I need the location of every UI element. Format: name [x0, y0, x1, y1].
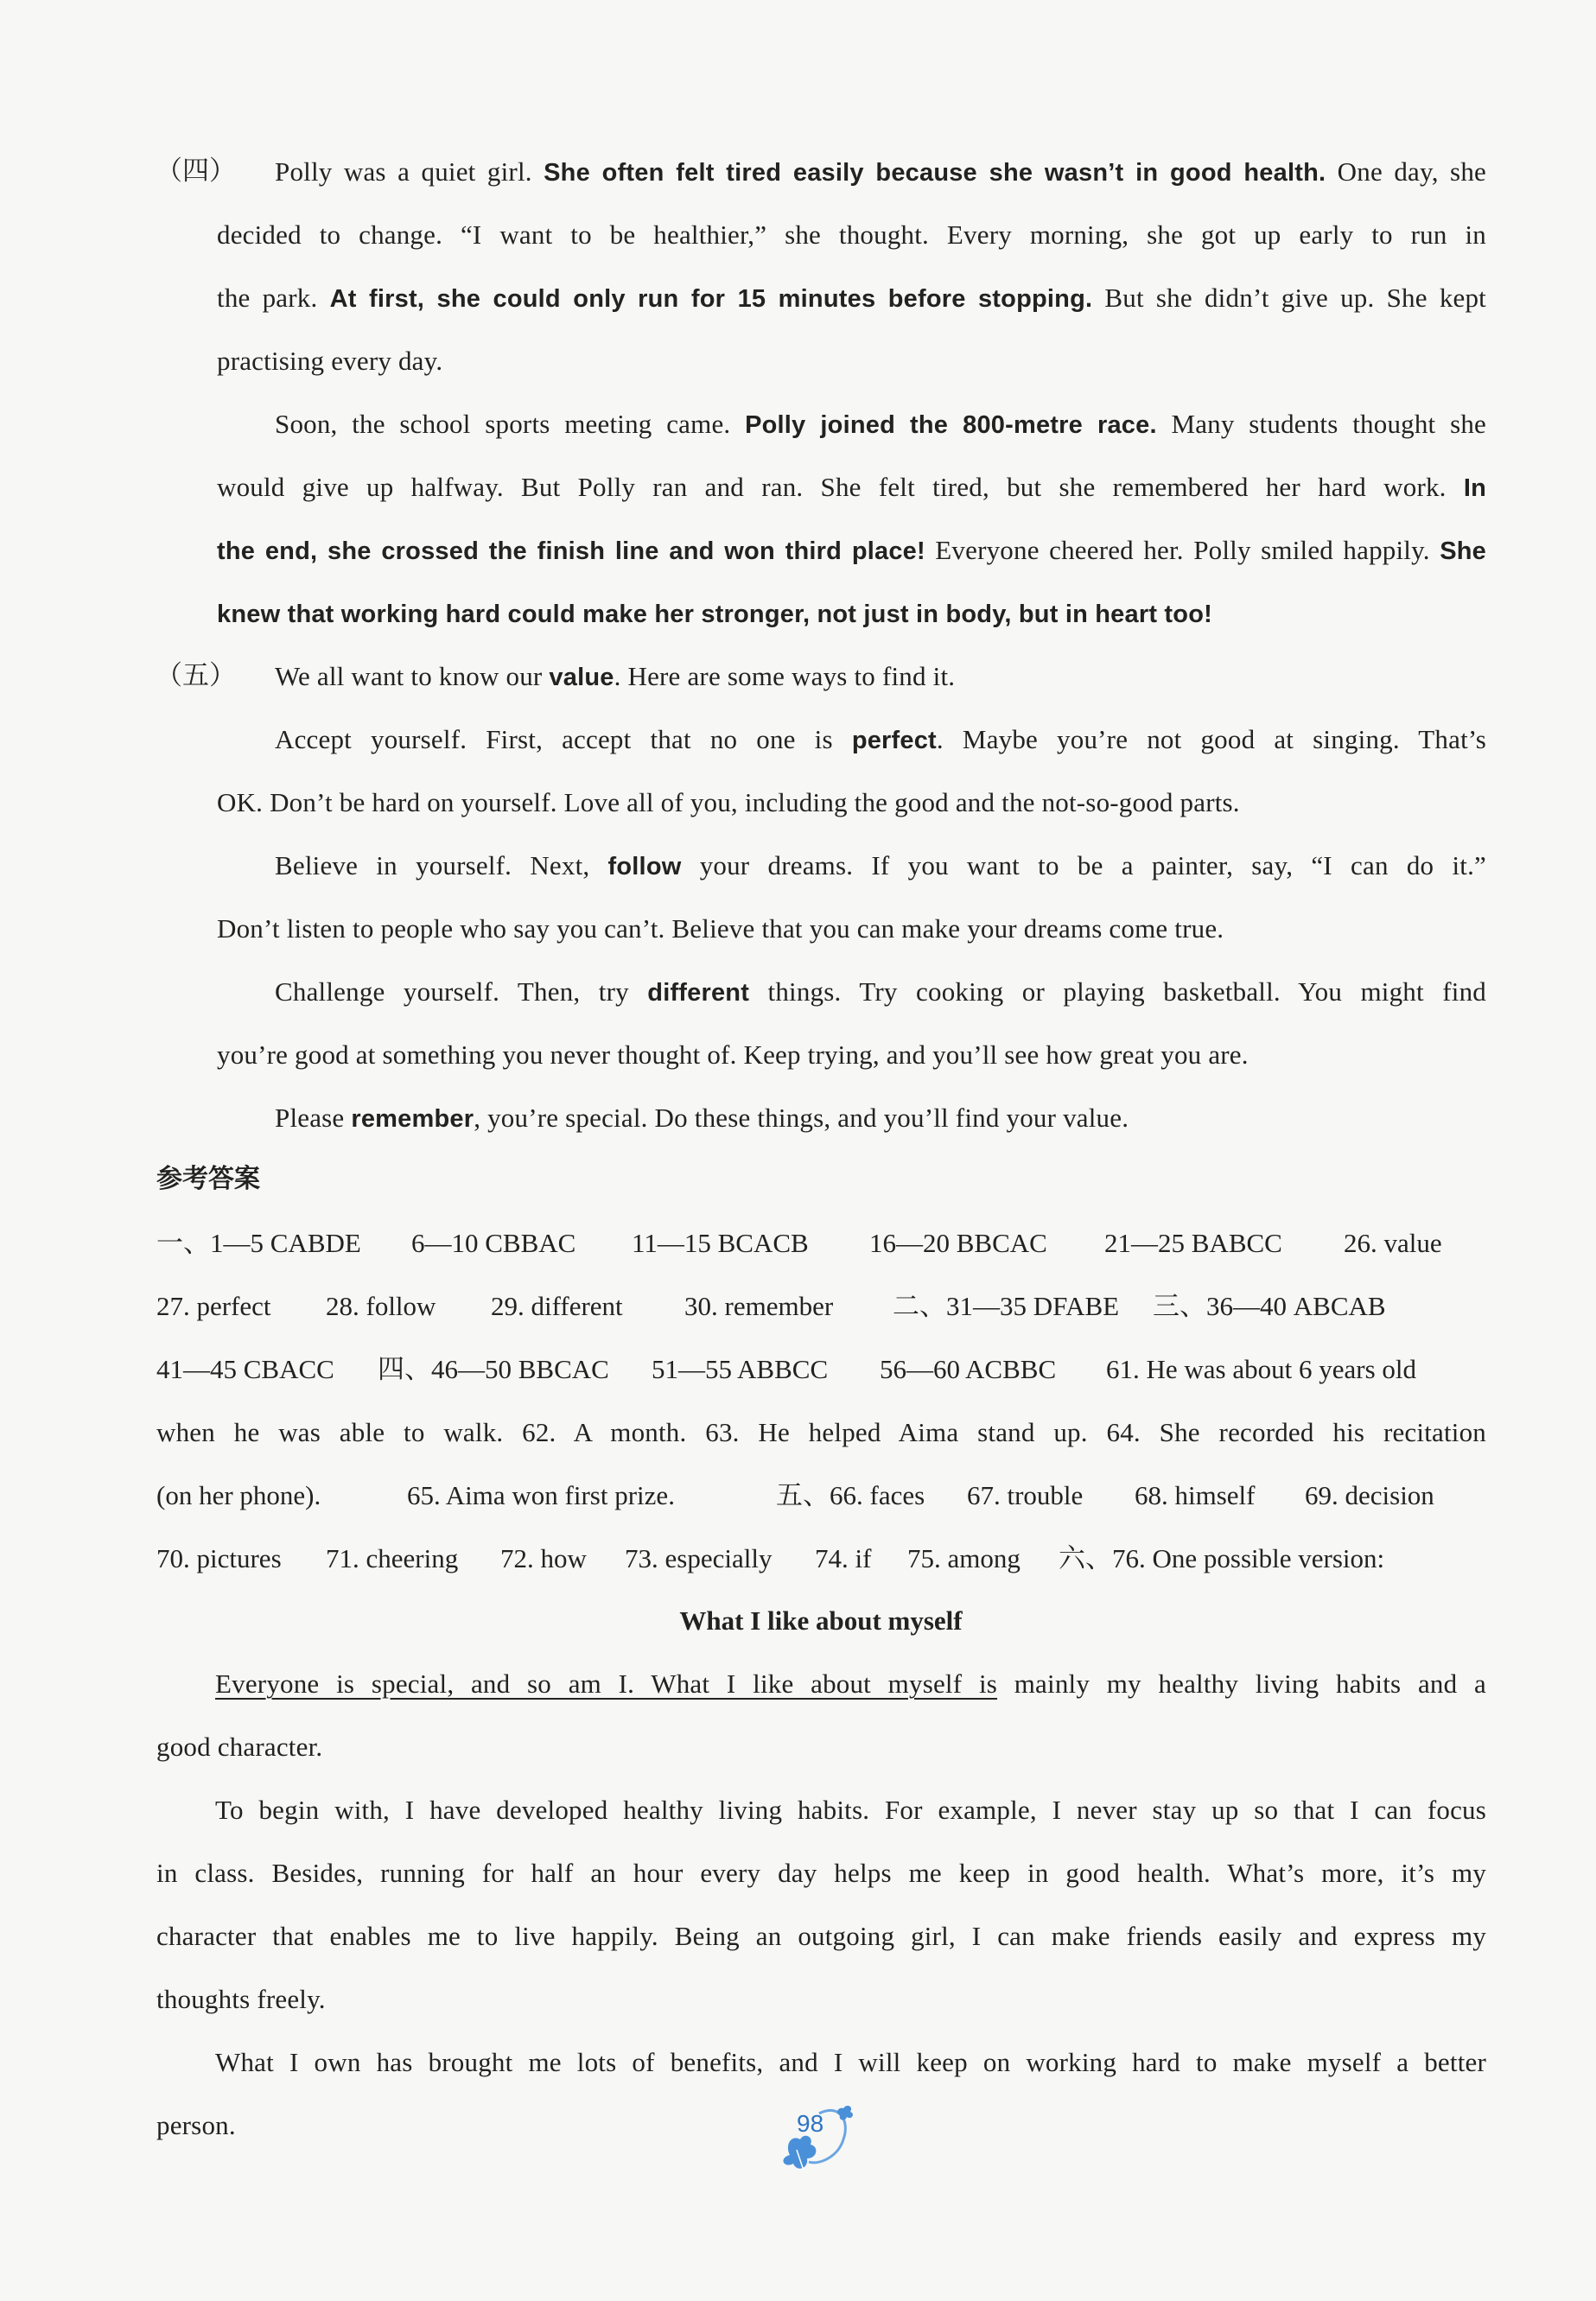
answer-item: 16—20 BBCAC: [869, 1228, 1047, 1258]
passage-5-p4-line-1: Challenge yourself. Then, try different things. Try cooking or playing basketball. You might find: [275, 976, 1486, 1007]
answer-item: 71. cheering: [326, 1543, 459, 1573]
answer-item: 21—25 BABCC: [1104, 1228, 1282, 1258]
essay-p1-line-2: good character.: [156, 1732, 323, 1762]
answer-item: 四、46—50 BBCAC: [378, 1354, 609, 1384]
answer-item: 51—55 ABBCC: [652, 1354, 829, 1384]
passage-5-p5: Please remember, you’re special. Do these things, and you’ll find your value.: [275, 1103, 1129, 1133]
answer-item: 69. decision: [1305, 1480, 1434, 1510]
answer-row-4: when he was able to walk. 62. A month. 63. He helped Aima stand up. 64. She recorded his recitation: [156, 1417, 1486, 1447]
answer-item: 70. pictures: [156, 1543, 282, 1573]
passage-5-label: （五）: [156, 660, 236, 691]
passage-4-p1-line-1: Polly was a quiet girl. She often felt tired easily because she wasn’t in good health. One day, she: [275, 156, 1486, 187]
passage-5-p2-line-2: OK. Don’t be hard on yourself. Love all of you, including the good and the not-so-good parts.: [217, 787, 1240, 817]
answer-item: 73. especially: [625, 1543, 773, 1573]
page-number-badge: [766, 2094, 861, 2190]
answer-item: 68. himself: [1135, 1480, 1256, 1510]
answer-row-3: [156, 1352, 1487, 1387]
answer-item: 61. He was about 6 years old: [1106, 1354, 1416, 1384]
answer-item: 41—45 CBACC: [156, 1354, 334, 1384]
passage-4-p1-line-2: decided to change. “I want to be healthier,” she thought. Every morning, she got up early to run in: [217, 219, 1486, 250]
answer-item: 65. Aima won first prize.: [407, 1480, 675, 1510]
answer-row-6: [156, 1541, 1487, 1576]
passage-5-p3-line-1: Believe in yourself. Next, follow your dreams. If you want to be a painter, say, “I can do it.”: [275, 850, 1486, 880]
answer-item: 72. how: [500, 1543, 587, 1573]
answer-item: 74. if: [815, 1543, 872, 1573]
page-number: 98: [797, 2110, 824, 2137]
answer-item: 五、66. faces: [776, 1480, 925, 1510]
answer-item: (on her phone).: [156, 1480, 321, 1510]
passage-4-p2-line-1: Soon, the school sports meeting came. Polly joined the 800-metre race. Many students thought she: [275, 409, 1486, 439]
answer-row-5: [156, 1478, 1487, 1513]
passage-4-p2-line-3: the end, she crossed the finish line and won third place! Everyone cheered her. Polly smiled happily. She: [217, 535, 1486, 565]
answer-item: 67. trouble: [967, 1480, 1084, 1510]
answer-row-1: [156, 1226, 1487, 1261]
answer-item: 26. value: [1344, 1228, 1442, 1258]
essay-p1-line-1: Everyone is special, and so am I. What I like about myself is mainly my healthy living habits and a: [215, 1669, 1486, 1699]
answer-item: 六、76. One possible version:: [1059, 1543, 1385, 1573]
answer-item: 56—60 ACBBC: [880, 1354, 1057, 1384]
answer-item: 11—15 BCACB: [632, 1228, 809, 1258]
essay-p2-line-3: character that enables me to live happily. Being an outgoing girl, I can make friends easily and express my: [156, 1921, 1486, 1951]
leaf-icon: [766, 2094, 861, 2190]
answer-item: 27. perfect: [156, 1291, 271, 1321]
essay-title: What I like about myself: [679, 1605, 963, 1636]
passage-4-p2-line-4: knew that working hard could make her stronger, not just in body, but in heart too!: [217, 601, 1212, 628]
answer-item: 29. different: [491, 1291, 623, 1321]
essay-p3-line-1: What I own has brought me lots of benefits, and I will keep on working hard to make myself a better: [215, 2047, 1486, 2077]
essay-p2-line-1: To begin with, I have developed healthy living habits. For example, I never stay up so that I can focus: [215, 1795, 1486, 1825]
answer-item: 75. among: [907, 1543, 1021, 1573]
essay-p2-line-2: in class. Besides, running for half an hour every day helps me keep in good health. What’s more, it’s my: [156, 1858, 1486, 1888]
answer-item: 三、36—40 ABCAB: [1153, 1291, 1386, 1321]
passage-5-p1: We all want to know our value. Here are some ways to find it.: [275, 661, 956, 691]
passage-4-p1-line-3: the park. At first, she could only run for 15 minutes before stopping. But she didn’t give up. She kept: [217, 283, 1486, 313]
passage-4-p2-line-2: would give up halfway. But Polly ran and ran. She felt tired, but she remembered her hard work. In: [217, 472, 1486, 502]
answer-item: 一、1—5 CABDE: [156, 1228, 361, 1258]
answer-item: 6—10 CBBAC: [411, 1228, 576, 1258]
passage-5-p3-line-2: Don’t listen to people who say you can’t. Believe that you can make your dreams come true.: [217, 913, 1224, 944]
answer-item: 28. follow: [326, 1291, 436, 1321]
passage-4-p1-line-4: practising every day.: [217, 346, 443, 376]
answers-heading: 参考答案: [156, 1164, 260, 1194]
passage-5-p2-line-1: Accept yourself. First, accept that no one is perfect. Maybe you’re not good at singing. That’s: [275, 724, 1486, 754]
answer-item: 二、31—35 DFABE: [893, 1291, 1120, 1321]
essay-p2-line-4: thoughts freely.: [156, 1984, 326, 2014]
answer-item: 30. remember: [684, 1291, 834, 1321]
essay-p3-line-2: person.: [156, 2110, 236, 2140]
answer-row-2: [156, 1289, 1487, 1324]
passage-4-label: （四）: [156, 156, 236, 187]
passage-5-p4-line-2: you’re good at something you never thought of. Keep trying, and you’ll see how great you are.: [217, 1039, 1249, 1070]
